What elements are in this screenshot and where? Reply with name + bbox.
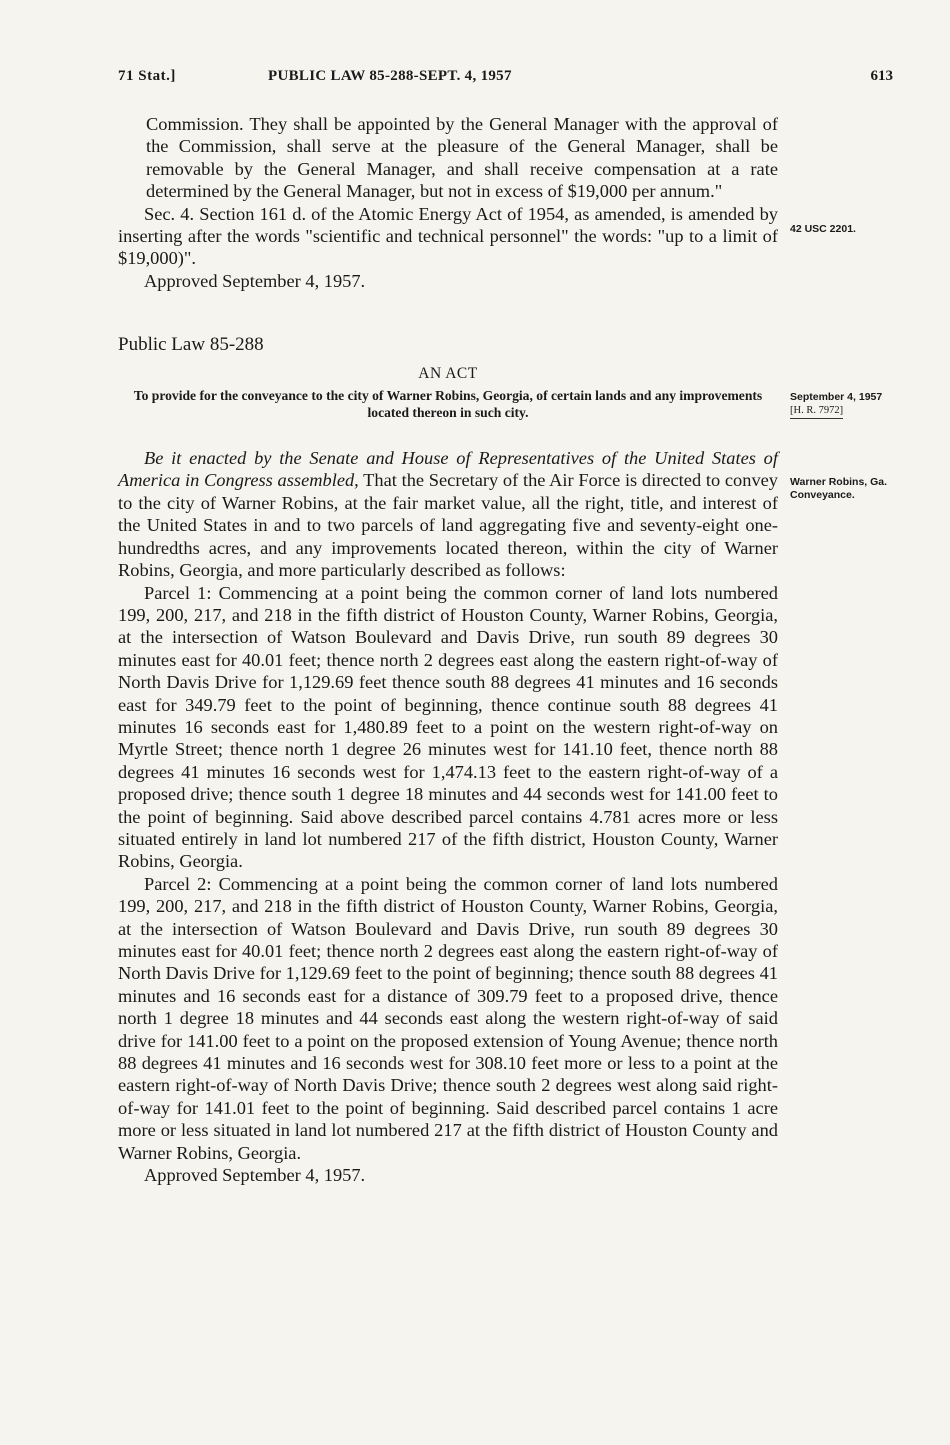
margin-place: Warner Robins, Ga. bbox=[790, 476, 888, 488]
margin-note-date bbox=[790, 391, 930, 419]
act-description: To provide for the conveyance to the city of Warner Robins, Georgia, of certain lands and any improvements located thereon in such city. bbox=[133, 388, 763, 421]
volume-ref: 71 Stat.] bbox=[118, 68, 176, 84]
parcel-2: Parcel 2: Commencing at a point being the common corner of land lots numbered 199, 200, 217, and 218 in the fifth district of Houston County, Warner Robins, Georgia, at the intersection of Watson Boulevard and Davis Drive, run south 89 degrees 30 minutes east for 40.01 feet; thence north 2 degrees east along the eastern right-of-way of North Davis Drive for 1,129.69 feet to the point of beginning; thence south 88 degrees 41 minutes and 16 seconds east for a distance of 309.79 feet to a proposed drive, thence north 1 degree 18 minutes and 44 seconds east along the western right-of-way of said drive for 141.00 feet to a point on the proposed extension of Young Avenue; thence north 88 degrees 41 minutes and 16 seconds west for 308.10 feet more or less to a point at the eastern right-of-way of North Davis Drive; thence south 2 degrees west along said right-of-way for 141.01 feet to the point of beginning. Said described parcel contains 1 acre more or less situated in land lot numbered 217 at the fifth district of Houston County and Warner Robins, Georgia. bbox=[118, 873, 778, 1163]
enacting-body: That the Secretary of the Air Force is directed to convey to the city of Warner Robins, at the fair market value, all the right, title, and interest of the United States in and to two parcels of land aggregating five and seventy-eight one-hundredths acres, and any improvements located thereon, within the city of Warner Robins, Georgia, and more particularly described as follows: bbox=[118, 470, 778, 581]
running-title: PUBLIC LAW 85-288-SEPT. 4, 1957 bbox=[268, 68, 512, 84]
margin-bill: [H. R. 7972] bbox=[790, 404, 843, 419]
parcel-1: Parcel 1: Commencing at a point being the common corner of land lots numbered 199, 200, 217, and 218 in the fifth district of Houston County, Warner Robins, Georgia, at the intersection of Watson Boulevard and Davis Drive, run south 89 degrees 30 minutes east for 40.01 feet; thence north 2 degrees east along the eastern right-of-way of North Davis Drive for 1,129.69 feet thence south 88 degrees 41 minutes and 16 seconds east for 349.79 feet to the point of beginning, thence continue south 88 degrees 41 minutes 16 seconds east for 1,480.89 feet to a point on the western right-of-way on Myrtle Street; thence north 1 degree 26 minutes west for 141.10 feet, thence north 88 degrees 41 minutes 16 seconds west for 1,474.13 feet to the eastern right-of-way of a proposed drive; thence south 1 degree 18 minutes and 44 seconds west for 141.00 feet to the point of beginning. Said above described parcel contains 4.781 acres more or less situated entirely in land lot numbered 217 of the fifth district, Houston County, Warner Robins, Georgia. bbox=[118, 582, 778, 872]
margin-date: September 4, 1957 bbox=[790, 391, 883, 403]
page-number: 613 bbox=[870, 68, 893, 84]
approval-line-1: Approved September 4, 1957. bbox=[144, 270, 366, 291]
main-text bbox=[118, 113, 778, 1186]
margin-note-usc: 42 USC 2201. bbox=[790, 223, 856, 235]
enacting-clause: Be it enacted by the Senate and House of Representatives of the United States of America in Congress assembled, bbox=[118, 448, 778, 491]
continuation-block bbox=[118, 113, 778, 203]
page-header bbox=[118, 68, 893, 92]
margin-note-conveyance bbox=[790, 476, 930, 502]
act-heading: AN ACT bbox=[418, 364, 478, 382]
margin-topic: Conveyance. bbox=[790, 489, 855, 501]
approval-line-2: Approved September 4, 1957. bbox=[144, 1165, 366, 1186]
continuation-paragraph: Commission. They shall be appointed by the General Manager with the approval of the Commission, shall serve at the pleasure of the General Manager, shall be removable by the General Manager, and shall receive compensation at a rate determined by the General Manager, but not in excess of $19,000 per annum." bbox=[146, 114, 778, 202]
section-4: Sec. 4. Section 161 d. of the Atomic Energy Act of 1954, as amended, is amended by inserting after the words "scientific and technical personnel" the words: "up to a limit of $19,000)". bbox=[118, 203, 778, 269]
enacting-paragraph bbox=[118, 447, 778, 581]
law-title: Public Law 85-288 bbox=[118, 334, 264, 356]
